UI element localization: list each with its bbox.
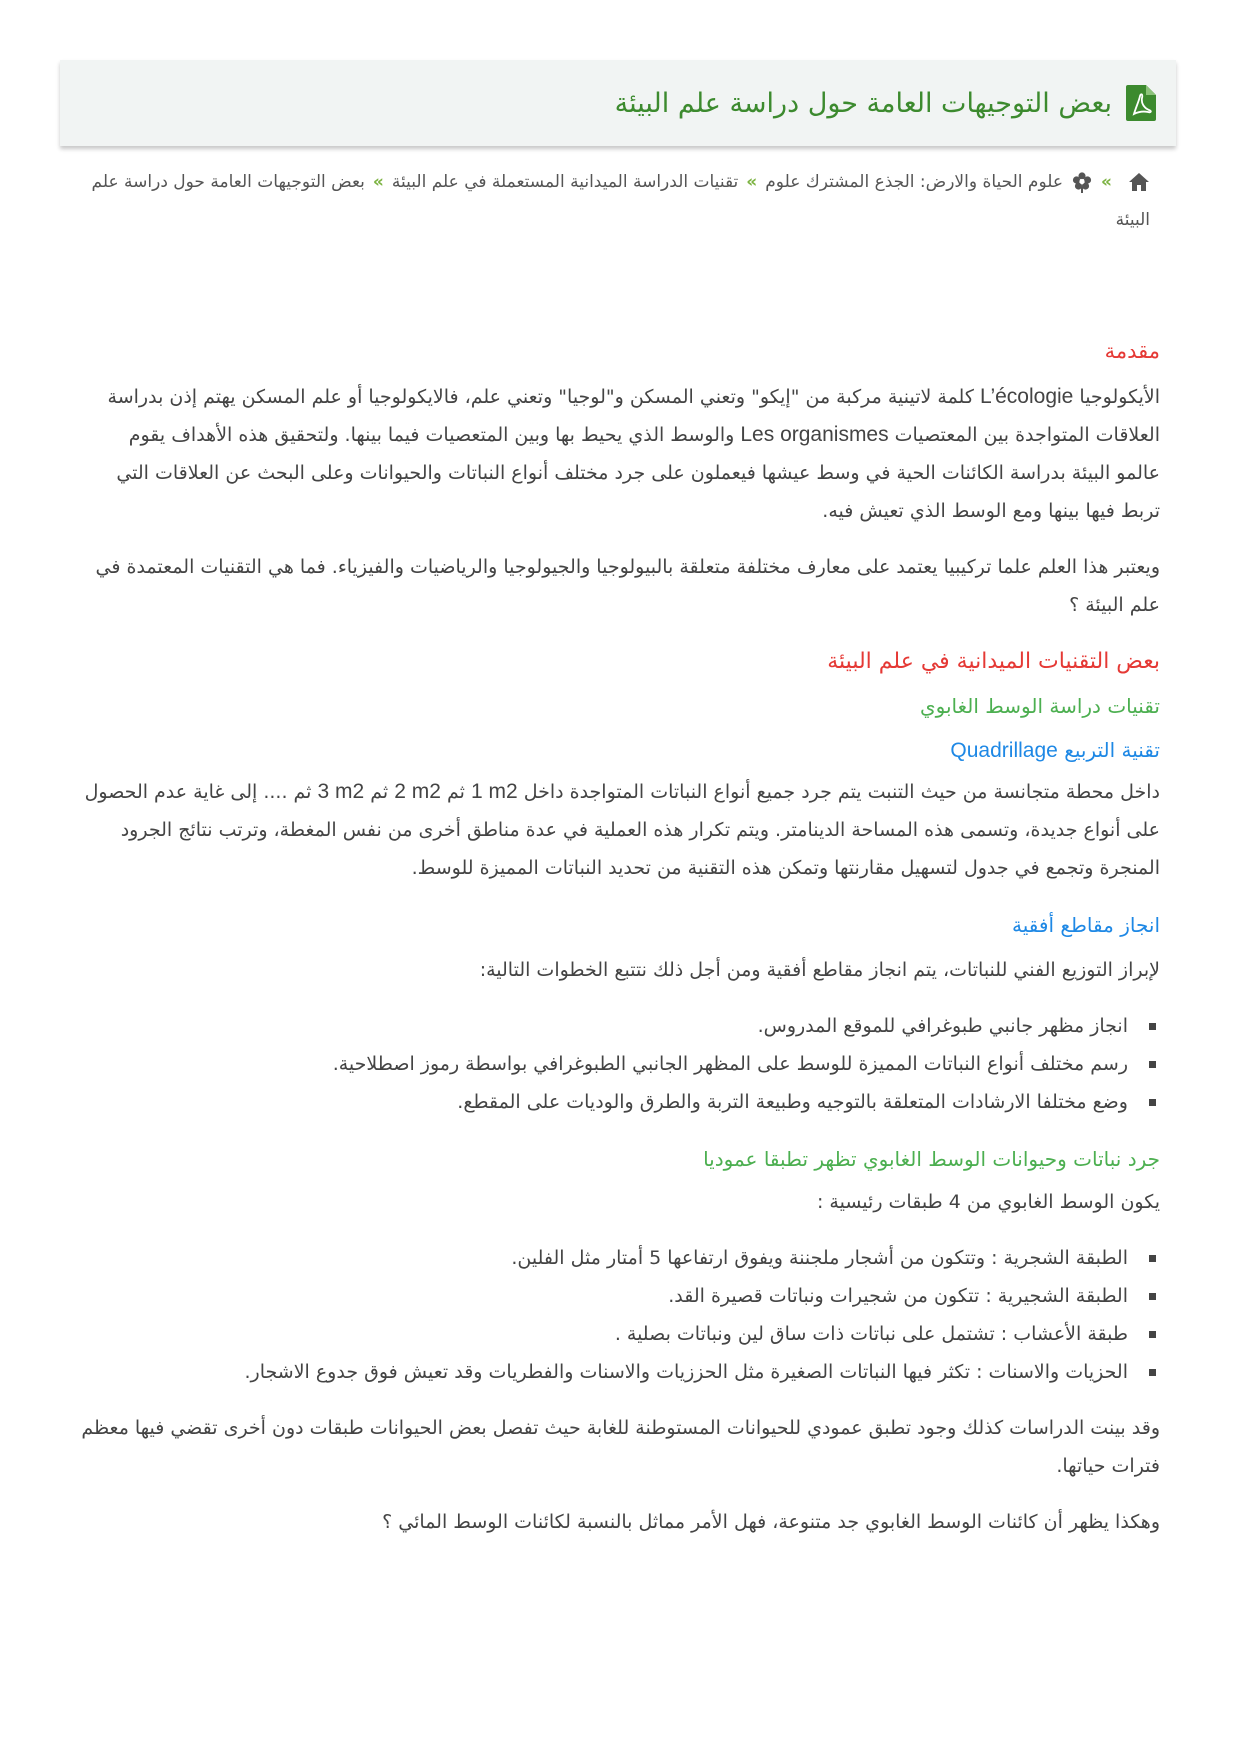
quad-area-1: 1 m2 bbox=[470, 780, 518, 803]
breadcrumb-separator: » bbox=[1101, 172, 1112, 192]
intro-text-a: الأيكولوجيا bbox=[1079, 386, 1160, 408]
intro-text-b: كلمة لاتينية مركبة من "إيكو" وتعني المسكن و"لوجيا" وتعني علم، فالايكولوجيا أو علم المسكن يهتم إذن بدراسة العلاقات المتواجدة بين المعتصيات bbox=[107, 386, 1160, 446]
home-icon[interactable] bbox=[1128, 171, 1150, 193]
list-item: وضع مختلفا الارشادات المتعلقة بالتوجيه وطبيعة التربة والطرق والوديات على المقطع. bbox=[80, 1083, 1128, 1121]
inventory-intro: يكون الوسط الغابوي من 4 طبقات رئيسية : bbox=[816, 1191, 1160, 1213]
quad-then-2: ثم bbox=[370, 781, 389, 803]
breadcrumb-item-current: بعض التوجيهات العامة حول دراسة علم البيئة bbox=[91, 172, 1150, 230]
quadrillage-paragraph bbox=[80, 773, 1160, 887]
term-ecologie: L’écologie bbox=[979, 385, 1074, 408]
page-title-card bbox=[60, 60, 1176, 146]
inventory-heading: جرد نباتات وحيوانات الوسط الغابوي تظهر تطبقا عموديا bbox=[703, 1147, 1160, 1171]
breadcrumb-separator: » bbox=[746, 172, 758, 192]
quadrillage-heading-ar: تقنية التربيع bbox=[1064, 738, 1160, 762]
breadcrumb bbox=[80, 163, 1150, 239]
horizontal-sections-heading: انجاز مقاطع أفقية bbox=[1012, 913, 1160, 937]
term-organismes: Les organismes bbox=[740, 423, 889, 446]
quad-then-1: ثم bbox=[446, 781, 465, 803]
intro-text-c: والوسط الذي يحيط بها وبين المتعصيات فيما بينها. ولتحقيق هذه الأهداف يقوم عالمو البيئة بدراسة الكائنات الحية في وسط عيشها فيعملون على جرد مختلف أنواع النباتات والحيوانات وعلى البحث عن العلاقات التي تربط فيها بينها ومع الوسط الذي تعيش فيه. bbox=[116, 424, 1160, 522]
list-item: رسم مختلف أنواع النباتات المميزة للوسط على المظهر الجانبي الطبوغرافي بواسطة رموز اصطلاحية. bbox=[80, 1045, 1128, 1083]
closing-paragraph: وهكذا يظهر أن كائنات الوسط الغابوي جد متنوعة، فهل الأمر مماثل بالنسبة لكائنات الوسط المائي ؟ bbox=[382, 1511, 1160, 1533]
forest-study-heading: تقنيات دراسة الوسط الغابوي bbox=[919, 694, 1160, 718]
intro-heading: مقدمة bbox=[1104, 339, 1160, 363]
animals-paragraph: وقد بينت الدراسات كذلك وجود تطبق عمودي للحيوانات المستوطنة للغابة حيث تفصل بعض الحيوانات طبقات دون أخرى تقضي فيها معظم فترات حياتها. bbox=[81, 1417, 1160, 1477]
intro-paragraph-2: ويعتبر هذا العلم علما تركيبيا يعتمد على معارف مختلفة متعلقة بالبيولوجيا والجيولوجيا والرياضيات والفيزياء. فما هي التقنيات المعتمدة في علم البيئة ؟ bbox=[95, 556, 1160, 616]
quadrillage-heading-fr: Quadrillage bbox=[950, 739, 1058, 762]
field-techniques-heading: بعض التقنيات الميدانية في علم البيئة bbox=[827, 649, 1160, 674]
list-item: الطبقة الشجيرية : تتكون من شجيرات ونباتات قصيرة القد. bbox=[80, 1277, 1128, 1315]
breadcrumb-item-category[interactable]: علوم الحياة والارض: الجذع المشترك علوم bbox=[765, 172, 1064, 192]
pdf-icon bbox=[1126, 85, 1156, 121]
quad-text-a: داخل محطة متجانسة من حيث التنبت يتم جرد جميع أنواع النباتات المتواجدة داخل bbox=[523, 781, 1160, 803]
quad-area-3: 3 m2 bbox=[317, 780, 365, 803]
horizontal-sections-intro: لإبراز التوزيع الفني للنباتات، يتم انجاز مقاطع أفقية ومن أجل ذلك نتتبع الخطوات التالية: bbox=[479, 959, 1160, 981]
intro-paragraph-1 bbox=[80, 378, 1160, 530]
list-item: الطبقة الشجرية : وتتكون من أشجار ملجننة ويفوق ارتفاعها 5 أمتار مثل الفلين. bbox=[80, 1239, 1128, 1277]
breadcrumb-item-unit[interactable]: تقنيات الدراسة الميدانية المستعملة في علم البيئة bbox=[391, 172, 739, 192]
quadrillage-heading bbox=[80, 730, 1160, 771]
horizontal-sections-steps bbox=[80, 1007, 1160, 1121]
breadcrumb-separator: » bbox=[372, 172, 384, 192]
flower-icon bbox=[1071, 171, 1093, 193]
article-content bbox=[80, 332, 1160, 1559]
quad-area-2: 2 m2 bbox=[394, 780, 441, 803]
quad-text-b: ثم .... إلى غاية عدم الحصول على أنواع جديدة، وتسمى هذه المساحة الدينامتر. ويتم تكرار هذه العملية في عدة مناطق أخرى من نفس المغطة، وترتب نتائج الجرود المنجرة وتجمع في جدول لتسهيل مقارنتها وتمكن هذه التقنية من تحديد النباتات المميزة للوسط. bbox=[84, 781, 1160, 879]
list-item: الحزيات والاسنات : تكثر فيها النباتات الصغيرة مثل الحززيات والاسنات والفطريات وقد تعيش فوق جدوع الاشجار. bbox=[80, 1353, 1128, 1391]
list-item: انجاز مظهر جانبي طبوغرافي للموقع المدروس. bbox=[80, 1007, 1128, 1045]
page-title: بعض التوجيهات العامة حول دراسة علم البيئة bbox=[614, 87, 1112, 119]
forest-layers-list bbox=[80, 1239, 1160, 1391]
list-item: طبقة الأعشاب : تشتمل على نباتات ذات ساق لين ونباتات بصلية . bbox=[80, 1315, 1128, 1353]
